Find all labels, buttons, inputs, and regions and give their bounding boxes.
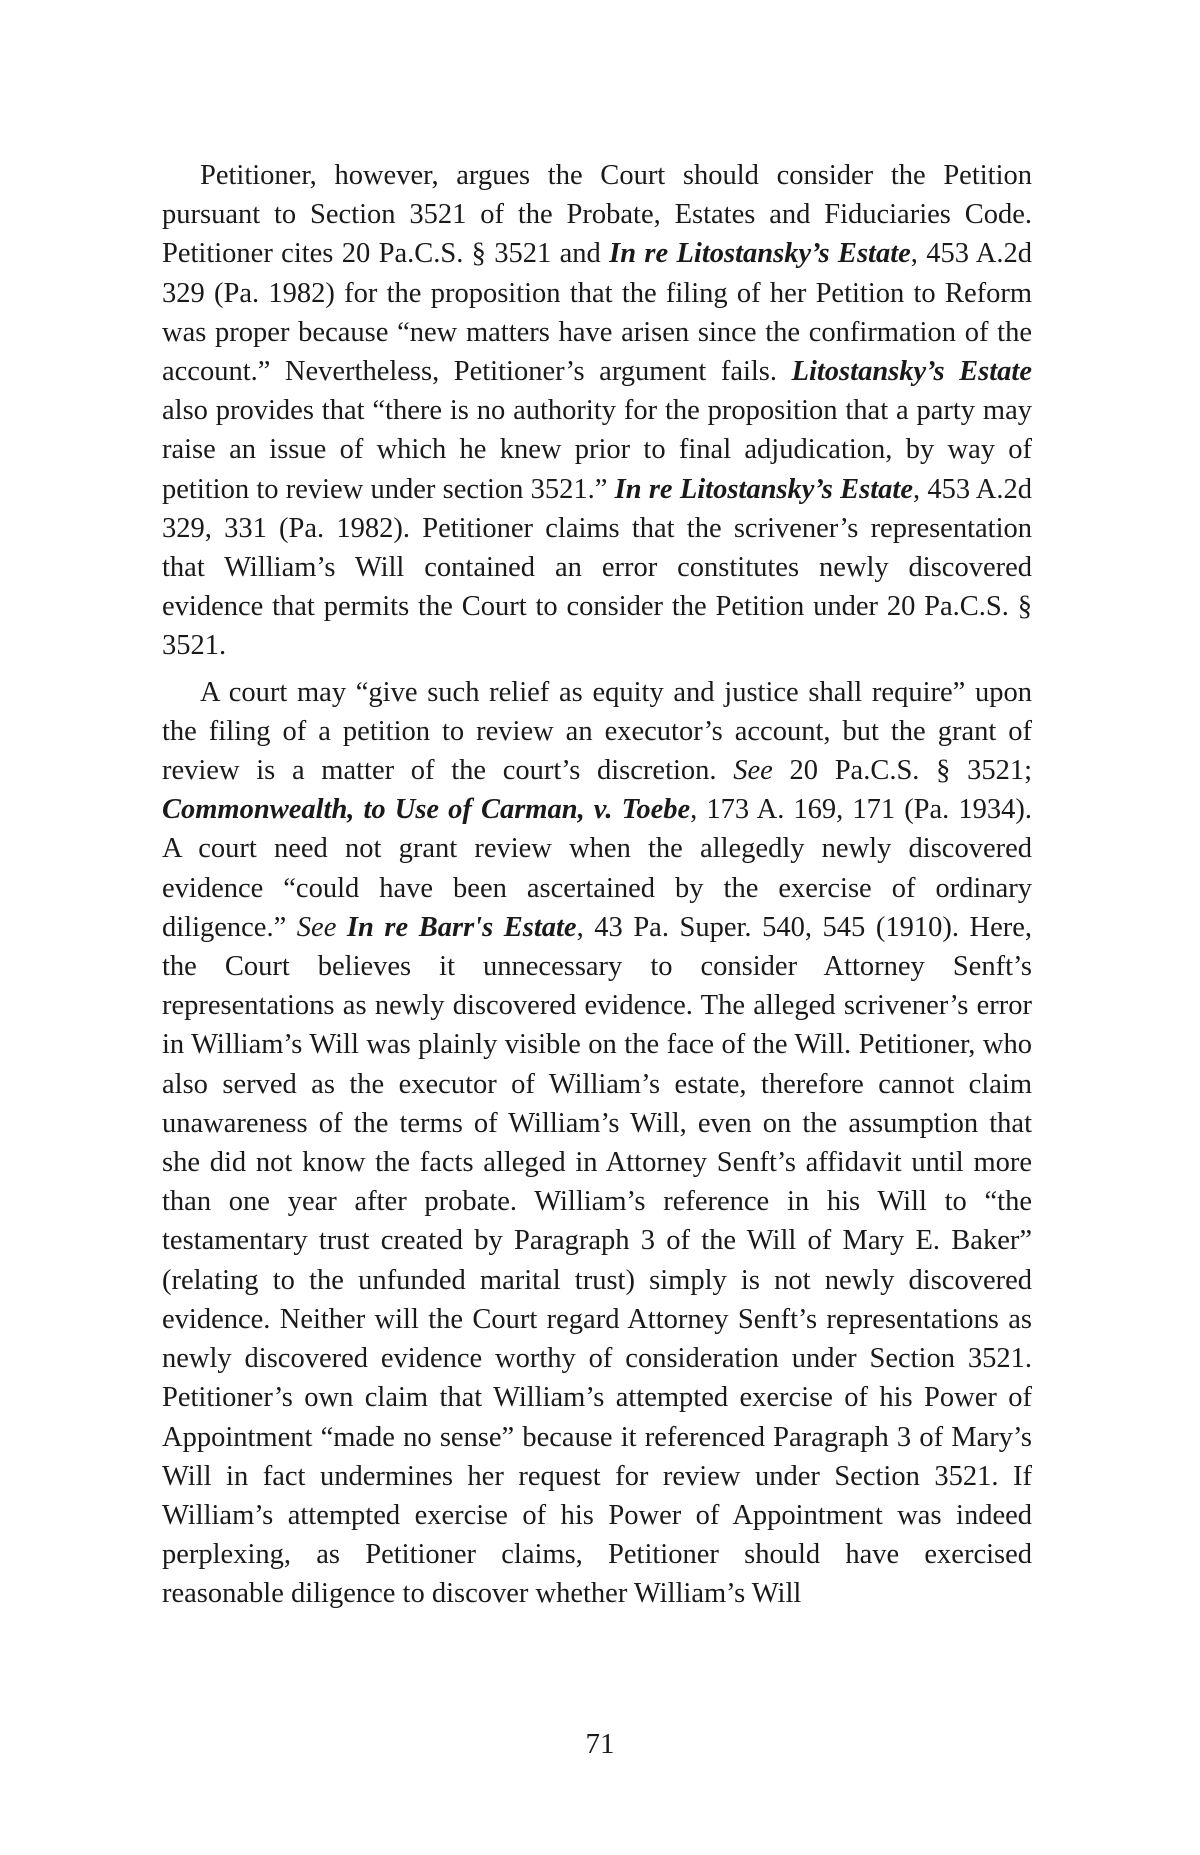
paragraph-text: , 173 A. 169, 171 (Pa. 1934). A court need not grant review when the allegedly newly discovered evidence “could have been ascertained by the exercise of ordinary diligence.”: [162, 794, 1032, 943]
paragraph-text: Petitioner, however, argues the Court should consider the Petition pursuant to Section 3521 of the Probate, Estates and Fiduciaries Code. Petitioner cites 20 Pa.C.S. § 3521 and: [162, 160, 1032, 270]
paragraph-text: , 453 A.2d 329 (Pa. 1982) for the proposition that the filing of her Petition to Reform was proper because “new matters have arisen since the confirmation of the account.” Nevertheless, Petitioner’s argument fails.: [162, 238, 1032, 388]
case-citation: Litostansky’s Estate: [791, 356, 1032, 388]
paragraph-text: 20 Pa.C.S. § 3521;: [772, 755, 1032, 787]
paragraph-text: [336, 912, 347, 943]
paragraph-text: also provides that “there is no authority for the proposition that a party may raise an issue of which he knew prior to final adjudication, by way of petition to review under section 3521.”: [162, 395, 1032, 505]
paragraph-text: A court may “give such relief as equity and justice shall require” upon the filing of a petition to review an executor’s account, but the grant of review is a matter of the court’s discretion.: [162, 676, 1032, 787]
paragraph-text: , 43 Pa. Super. 540, 545 (1910). Here, the Court believes it unnecessary to consider Attorney Senft’s representations as newly discovered evidence. The alleged scrivener’s error in William’s Will was plainly visible on the face of the Will. Petitioner, who also served as the executor of William’s estate, therefore cannot claim unawareness of the terms of William’s Will, even on the assumption that she did not know the facts alleged in Attorney Senft’s affidavit until more than one year after probate. William’s reference in his Will to “the testamentary trust created by Paragraph 3 of the Will of Mary E. Baker” (relating to the unfunded marital trust) simply is not newly discovered evidence. Neither will the Court regard Attorney Senft’s representations as newly discovered evidence worthy of consideration under Section 3521. Petitioner’s own claim that William’s attempted exercise of his Power of Appointment “made no sense” because it referenced Paragraph 3 of Mary’s Will in fact undermines her request for review under Section 3521. If William’s attempted exercise of his Power of Appointment was indeed perplexing, as Petitioner claims, Petitioner should have exercised reasonable diligence to discover whether William’s Will: [162, 911, 1033, 1610]
citation-signal: See: [296, 911, 337, 943]
case-citation: In re Litostansky’s Estate: [609, 238, 911, 270]
page-body: [162, 156, 1032, 1614]
citation-signal: See: [733, 755, 773, 787]
paragraph-1: [162, 156, 1032, 666]
paragraph-text: , 453 A.2d 329, 331 (Pa. 1982). Petitioner claims that the scrivener’s representation that William’s Will contained an error constitutes newly discovered evidence that permits the Court to consider the Petition under 20 Pa.C.S. § 3521.: [162, 473, 1032, 662]
case-citation: Commonwealth, to Use of Carman, v. Toebe: [162, 794, 691, 826]
case-citation: In re Litostansky’s Estate: [614, 473, 913, 505]
case-citation: In re Barr's Estate: [346, 911, 577, 943]
page-number: 71: [585, 1728, 615, 1760]
paragraph-2: [162, 673, 1032, 1614]
